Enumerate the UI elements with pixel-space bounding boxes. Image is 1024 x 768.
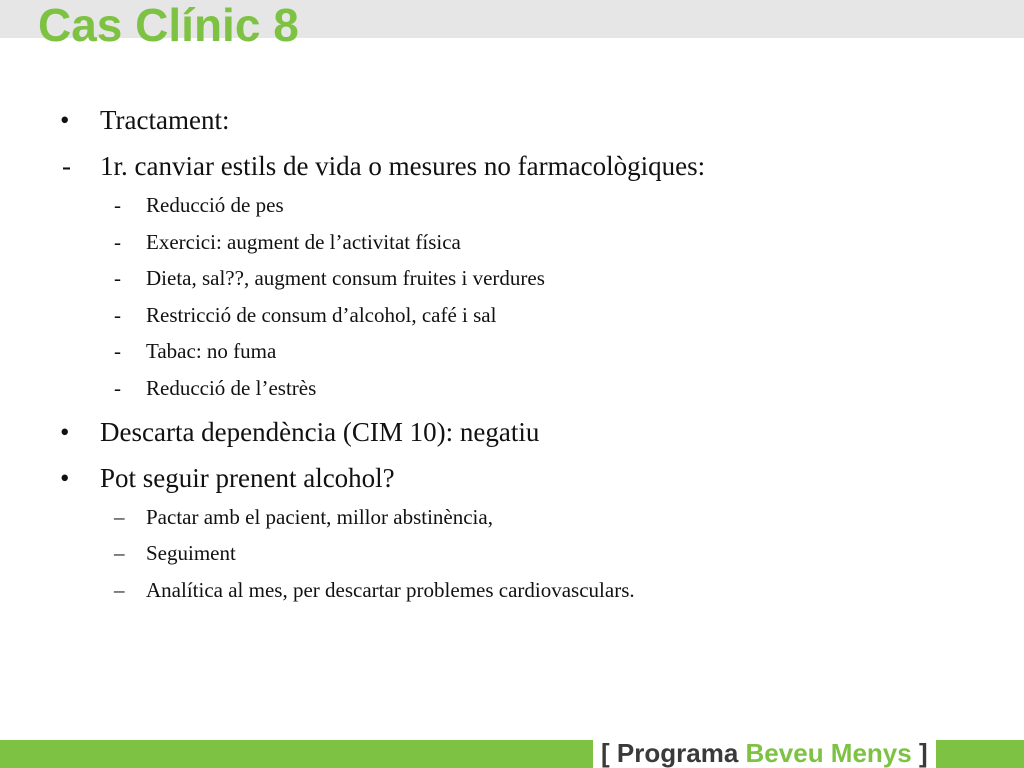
sub-bullet-text: Dieta, sal??, augment consum fruites i verdures [146, 266, 545, 290]
logo-bracket-close: ] [918, 738, 928, 768]
bullet-marker: • [60, 463, 70, 493]
slide-title: Cas Clínic 8 [38, 0, 299, 51]
sub-bullet-marker: - [114, 230, 121, 254]
sub-bullet-text: Reducció de pes [146, 193, 284, 217]
sub-bullet-marker: - [114, 193, 121, 217]
sub-bullet-text: Restricció de consum d’alcohol, café i sal [146, 303, 497, 327]
bullet-text: Descarta dependència (CIM 10): negatiu [100, 417, 540, 447]
sub-bullet-marker: - [114, 266, 121, 290]
sub-bullet-marker: - [114, 303, 121, 327]
bullet-marker: • [60, 105, 70, 135]
bullet-text: 1r. canviar estils de vida o mesures no farmacològiques: [100, 151, 706, 181]
program-logo [593, 736, 936, 768]
bullet-marker: • [60, 417, 70, 447]
bullet-text: Tractament: [100, 105, 230, 135]
sub-bullet-marker: - [114, 376, 121, 400]
sub-bullet-marker: – [114, 541, 125, 565]
logo-word-programa: Programa [616, 738, 739, 768]
sub-bullet-text: Analítica al mes, per descartar problemes cardiovasculars. [146, 578, 635, 602]
logo-word-beveu-menys: Beveu Menys [745, 738, 912, 768]
sub-bullet-text: Reducció de l’estrès [146, 376, 317, 400]
sub-bullet-marker: – [114, 505, 125, 529]
sub-bullet-text: Exercici: augment de l’activitat física [146, 230, 461, 254]
sub-bullet-marker: - [114, 339, 121, 363]
sub-bullet-marker: – [114, 578, 125, 602]
sub-bullet-text: Seguiment [146, 541, 236, 565]
bullet-text: Pot seguir prenent alcohol? [100, 463, 395, 493]
sub-bullet-text: Pactar amb el pacient, millor abstinència, [146, 505, 493, 529]
logo-bracket-open: [ [601, 738, 610, 768]
sub-bullet-text: Tabac: no fuma [146, 339, 277, 363]
bullet-marker: - [62, 151, 71, 181]
